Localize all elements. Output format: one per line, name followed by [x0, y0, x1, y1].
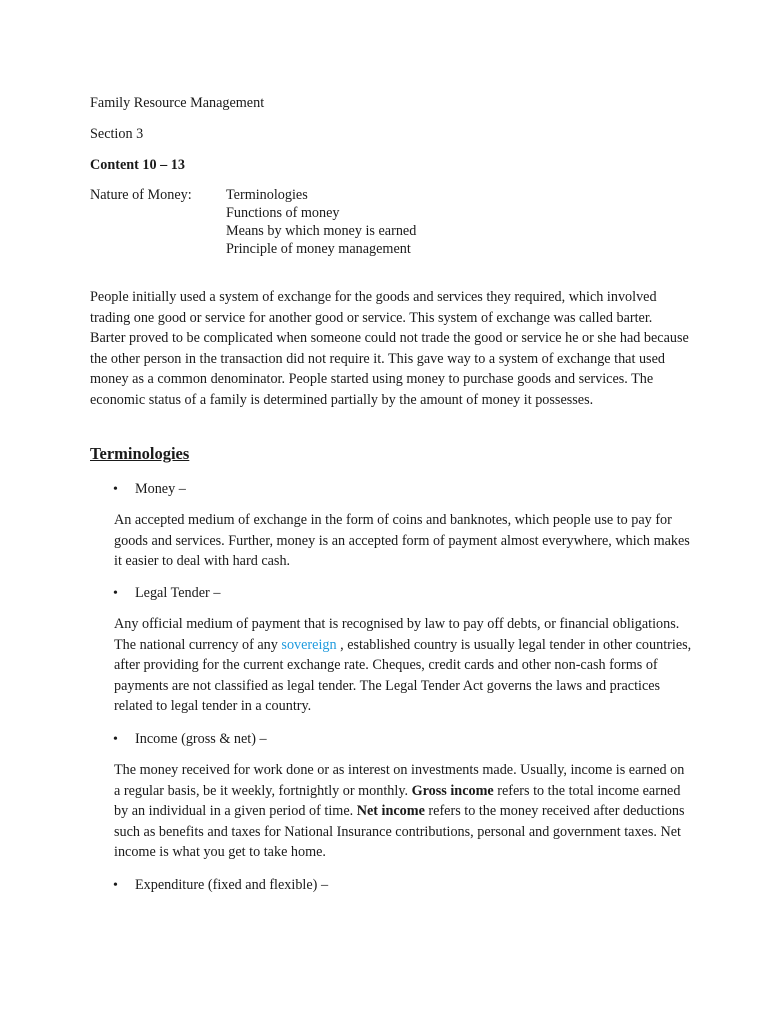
term-money-bullet — [113, 480, 186, 499]
bullet-icon: • — [113, 482, 118, 497]
content-label: Content 10 – 13 — [90, 157, 185, 173]
intro-paragraph: People initially used a system of exchange for the goods and services they required, which involved trading one good or service for another good or service. This system of exchange was called barter. Barter proved to be complicated when someone could not trade the good or service he or she had because the other person in the transaction did not require it. This gave way to a system of exchange that used money as a common denominator. People started using money to purchase goods and services. The economic status of a family is determined partially by the amount of money it possesses. — [90, 289, 689, 408]
nature-item: Functions of money — [226, 205, 340, 221]
term-title: Money – — [135, 481, 186, 497]
nature-item: Principle of money management — [226, 241, 411, 257]
term-legal-tender-definition — [114, 614, 694, 717]
definition-text: refers to the total income earned by an individual in a given period of time. — [114, 782, 681, 820]
definition-text: , established country is usually legal tender in other countries, after providing for the current exchange rate. Cheques, credit cards and other non-cash forms of payments are not classified as legal tender. The Legal Tender Act governs the laws and practices related to legal tender in a country. — [114, 636, 692, 715]
definition-text: refers to the money received after deductions such as benefits and taxes for National Insurance contributions, personal and government taxes. Net income is what you get to take home. — [114, 803, 685, 861]
bullet-icon: • — [113, 586, 118, 601]
sovereign-link[interactable]: sovereign — [281, 636, 337, 653]
definition-text: Any official medium of payment that is recognised by law to pay off debts, or financial obligations. The national currency of any — [114, 616, 680, 653]
nature-of-money-list — [226, 186, 416, 258]
bullet-icon: • — [113, 878, 118, 893]
gross-income-term: Gross income — [411, 782, 494, 799]
term-title: Income (gross & net) – — [135, 731, 267, 747]
term-title: Legal Tender – — [135, 585, 221, 601]
nature-item: Means by which money is earned — [226, 223, 417, 239]
nature-of-money-label: Nature of Money: — [90, 187, 192, 203]
bullet-icon: • — [113, 732, 118, 747]
term-money-definition: An accepted medium of exchange in the form of coins and banknotes, which people use to pay for goods and services. Further, money is an accepted form of payment almost everywhere, which makes it easier to deal with hard cash. — [114, 512, 690, 570]
section-label: Section 3 — [90, 126, 144, 142]
terminologies-heading: Terminologies — [90, 444, 190, 463]
course-title: Family Resource Management — [90, 95, 265, 111]
term-income-bullet — [113, 730, 267, 749]
definition-text: The money received for work done or as interest on investments made. Usually, income is earned on a regular basis, be it weekly, fortnightly or monthly. — [114, 762, 685, 799]
net-income-term: Net income — [356, 803, 425, 820]
term-title: Expenditure (fixed and flexible) – — [135, 877, 329, 893]
term-income-definition — [114, 760, 694, 863]
term-legal-tender-bullet — [113, 584, 220, 603]
term-expenditure-bullet — [113, 876, 328, 895]
nature-item: Terminologies — [226, 187, 308, 203]
